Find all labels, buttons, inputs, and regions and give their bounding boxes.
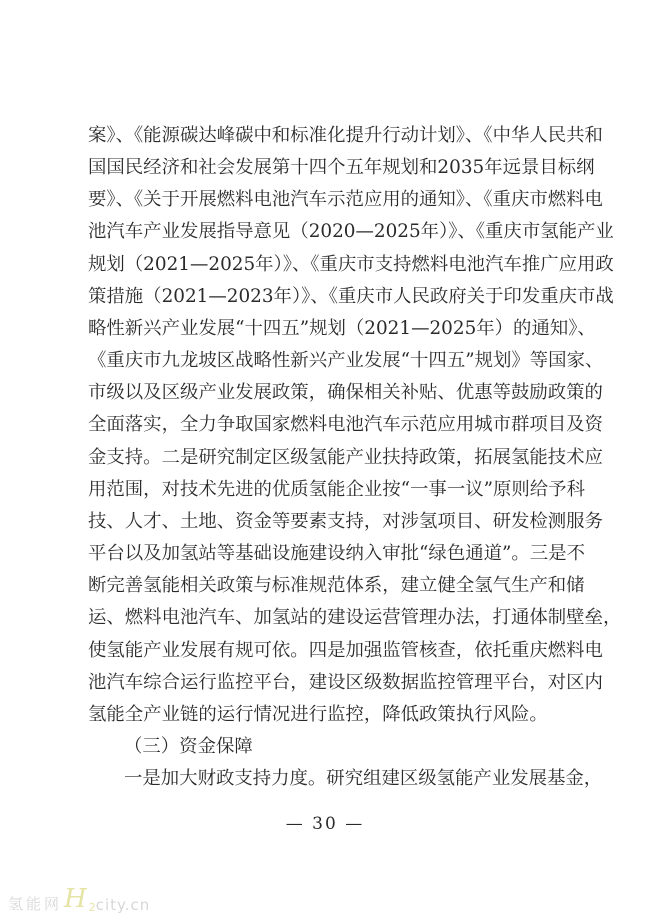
body-text-line: 规划（2021—2025年）》、《重庆市支持燃料电池汽车推广应用政	[88, 254, 614, 275]
body-text-line: 策措施（2021—2023年）》、《重庆市人民政府关于印发重庆市战	[88, 286, 614, 307]
body-text-line: 技、人才、土地、资金等要素支持，对涉氢项目、研发检测服务	[88, 511, 603, 532]
body-text-line: 要》、《关于开展燃料电池汽车示范应用的通知》、《重庆市燃料电	[88, 189, 603, 210]
section-heading: （三）资金保障	[124, 736, 253, 757]
watermark-subscript: 2	[88, 901, 96, 914]
page-number: — 30 —	[285, 814, 365, 834]
watermark-text: 氢能网	[8, 895, 63, 913]
body-text-line: 氢能全产业链的运行情况进行监控，降低政策执行风险。	[88, 704, 548, 725]
body-text-line: 平台以及加氢站等基础设施建设纳入审批“绿色通道”。三是不	[88, 543, 585, 564]
body-text-line: 全面落实，全力争取国家燃料电池汽车示范应用城市群项目及资	[88, 414, 603, 435]
body-text-line: 金支持。二是研究制定区级氢能产业扶持政策，拓展氢能技术应	[88, 447, 603, 468]
watermark-logo	[8, 884, 150, 914]
body-text-line: 案》、《能源碳达峰碳中和标准化提升行动计划》、《中华人民共和	[88, 125, 603, 146]
body-text-line: 池汽车综合运行监控平台，建设区级数据监控管理平台，对区内	[88, 672, 603, 693]
body-text-line: 市级以及区级产业发展政策，确保相关补贴、优惠等鼓励政策的	[88, 382, 603, 403]
body-text-line: 断完善氢能相关政策与标准规范体系，建立健全氢气生产和储	[88, 575, 585, 596]
body-text-line: 国国民经济和社会发展第十四个五年规划和2035年远景目标纲	[88, 157, 595, 178]
watermark-h-letter: H	[64, 884, 87, 914]
body-text-line: 用范围，对技术先进的优质氢能企业按“一事一议”原则给予科	[88, 479, 585, 500]
body-text-line: 略性新兴产业发展“十四五”规划（2021—2025年）的通知》、	[88, 318, 596, 339]
body-text-line: 池汽车产业发展指导意见（2020—2025年）》、《重庆市氢能产业	[88, 221, 614, 242]
body-text-line: 运、燃料电池汽车、加氢站的建设运营管理办法，打通体制壁垒，	[88, 607, 622, 628]
body-text-line: 《重庆市九龙坡区战略性新兴产业发展“十四五”规划》等国家、	[88, 350, 604, 371]
body-text-line: 一是加大财政支持力度。研究组建区级氢能产业发展基金，	[124, 768, 603, 789]
watermark-url: city.cn	[95, 896, 151, 914]
body-text-line: 使氢能产业发展有规可依。四是加强监管核查，依托重庆燃料电	[88, 640, 603, 661]
